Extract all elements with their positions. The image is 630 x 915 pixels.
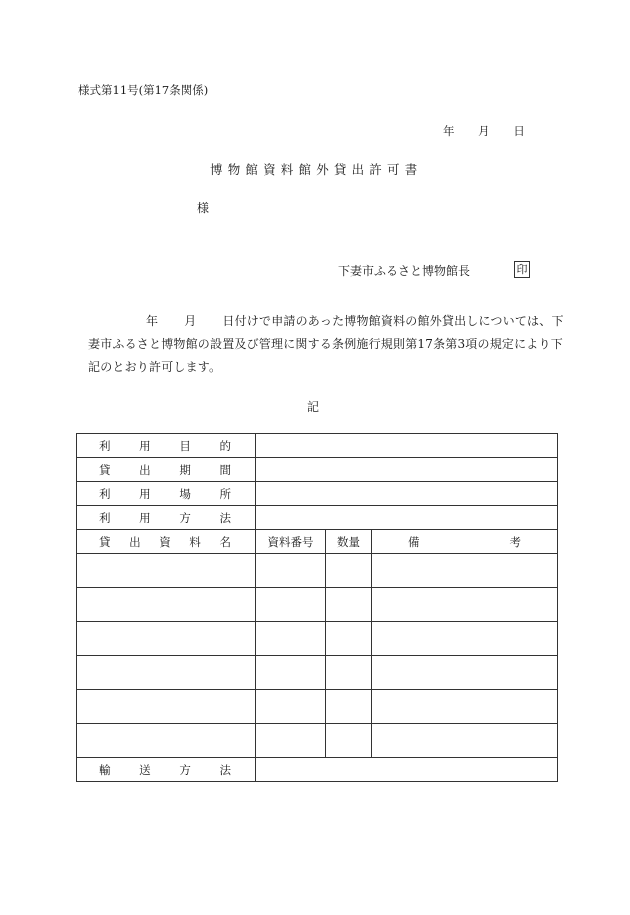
item-name-cell[interactable] — [77, 622, 256, 656]
header-item-number: 資料番号 — [256, 530, 326, 554]
label-transport — [77, 758, 256, 782]
item-row — [77, 622, 558, 656]
label-char: 貸 — [99, 462, 111, 477]
item-number-cell[interactable] — [256, 656, 326, 690]
place-field[interactable] — [256, 482, 558, 506]
label-char: 出 — [129, 534, 141, 549]
quantity-cell[interactable] — [326, 724, 372, 758]
item-number-cell[interactable] — [256, 690, 326, 724]
label-char: 用 — [139, 510, 151, 525]
label-char: 利 — [99, 438, 111, 453]
body-line-1 — [88, 310, 564, 333]
remarks-cell[interactable] — [372, 724, 558, 758]
label-char: 期 — [179, 462, 191, 477]
item-row — [77, 724, 558, 758]
purpose-field[interactable] — [256, 434, 558, 458]
label-char: 法 — [219, 510, 231, 525]
row-transport — [77, 758, 558, 782]
label-char: 所 — [219, 486, 231, 501]
date-month-label: 月 — [478, 124, 490, 138]
row-purpose — [77, 434, 558, 458]
date-year-label: 年 — [443, 124, 455, 138]
period-field[interactable] — [256, 458, 558, 482]
label-char: 目 — [179, 438, 191, 453]
label-char: 料 — [189, 534, 201, 549]
item-name-cell[interactable] — [77, 724, 256, 758]
header-remarks — [372, 530, 558, 554]
remarks-cell[interactable] — [372, 554, 558, 588]
body-line-3: 記のとおり許可します。 — [88, 360, 222, 374]
issuer-name: 下妻市ふるさと博物館長 — [338, 264, 471, 278]
label-char: 用 — [139, 486, 151, 501]
label-period — [77, 458, 256, 482]
item-row — [77, 588, 558, 622]
label-char: 方 — [179, 510, 191, 525]
label-char: 利 — [99, 510, 111, 525]
method-field[interactable] — [256, 506, 558, 530]
item-row — [77, 656, 558, 690]
quantity-cell[interactable] — [326, 554, 372, 588]
label-char: 法 — [219, 762, 231, 777]
addressee-suffix: 様 — [197, 201, 210, 215]
header-item-name — [77, 530, 256, 554]
row-period — [77, 458, 558, 482]
label-char: 用 — [139, 438, 151, 453]
document-title: 博物館資料館外貸出許可書 — [210, 162, 423, 177]
row-items-header — [77, 530, 558, 554]
label-place — [77, 482, 256, 506]
date-line — [443, 123, 525, 139]
body-line-1-rest: 日付けで申請のあった博物館資料の館外貸出しについては、下 — [222, 314, 564, 328]
remarks-cell[interactable] — [372, 656, 558, 690]
item-name-cell[interactable] — [77, 690, 256, 724]
label-char: 備 — [408, 534, 420, 549]
remarks-cell[interactable] — [372, 690, 558, 724]
quantity-cell[interactable] — [326, 622, 372, 656]
label-char: 送 — [139, 762, 151, 777]
item-number-cell[interactable] — [256, 554, 326, 588]
seal-mark: 印 — [514, 261, 530, 278]
label-char: 方 — [179, 762, 191, 777]
label-method — [77, 506, 256, 530]
row-method — [77, 506, 558, 530]
label-char: 出 — [139, 462, 151, 477]
permission-text — [88, 310, 564, 379]
form-number: 様式第11号(第17条関係) — [78, 83, 209, 97]
item-name-cell[interactable] — [77, 554, 256, 588]
label-char: 輸 — [99, 762, 111, 777]
header-quantity: 数量 — [326, 530, 372, 554]
transport-field[interactable] — [256, 758, 558, 782]
quantity-cell[interactable] — [326, 656, 372, 690]
item-row — [77, 554, 558, 588]
label-char: 的 — [219, 438, 231, 453]
item-row — [77, 690, 558, 724]
ki-heading: 記 — [307, 400, 320, 414]
loan-details-table — [76, 433, 558, 782]
body-line-2: 妻市ふるさと博物館の設置及び管理に関する条例施行規則第17条第3項の規定により下 — [88, 337, 563, 351]
label-char: 貸 — [99, 534, 111, 549]
row-place — [77, 482, 558, 506]
label-char: 場 — [179, 486, 191, 501]
body-month: 月 — [184, 314, 197, 328]
body-year: 年 — [146, 314, 159, 328]
quantity-cell[interactable] — [326, 690, 372, 724]
date-day-label: 日 — [513, 124, 525, 138]
quantity-cell[interactable] — [326, 588, 372, 622]
remarks-cell[interactable] — [372, 588, 558, 622]
item-number-cell[interactable] — [256, 622, 326, 656]
item-name-cell[interactable] — [77, 656, 256, 690]
item-name-cell[interactable] — [77, 588, 256, 622]
remarks-cell[interactable] — [372, 622, 558, 656]
label-char: 名 — [219, 534, 231, 549]
label-char: 利 — [99, 486, 111, 501]
label-char: 間 — [219, 462, 231, 477]
item-number-cell[interactable] — [256, 588, 326, 622]
label-purpose — [77, 434, 256, 458]
label-char: 資 — [159, 534, 171, 549]
item-number-cell[interactable] — [256, 724, 326, 758]
label-char: 考 — [509, 534, 522, 549]
